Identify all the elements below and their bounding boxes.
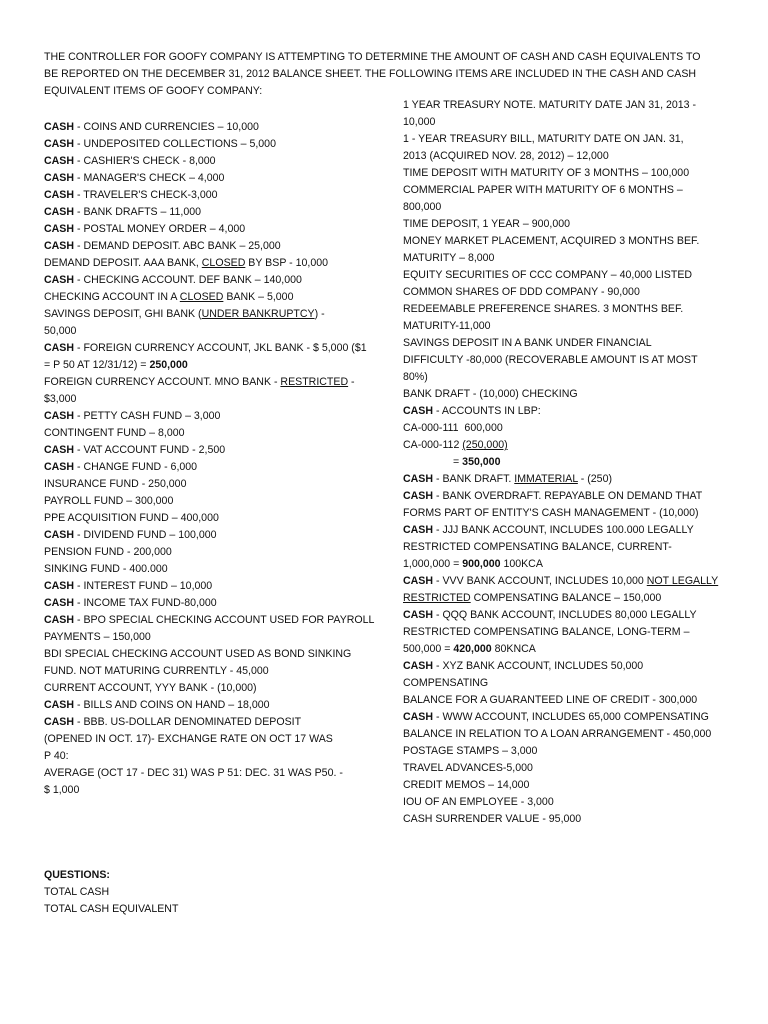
- questions-section: [44, 867, 344, 918]
- bold-label: CASH: [44, 699, 75, 711]
- text-segment: BALANCE IN RELATION TO A LOAN ARRANGEMENT - 450,000: [403, 728, 712, 740]
- item-line: [403, 760, 748, 777]
- text-segment: CURRENT ACCOUNT, YYY BANK - (10,000): [44, 682, 257, 694]
- text-segment: - POSTAL MONEY ORDER – 4,000: [74, 223, 246, 235]
- bold-label: CASH: [44, 614, 75, 626]
- text-segment: - BBB. US-DOLLAR DENOMINATED DEPOSIT: [74, 716, 302, 728]
- bold-label: CASH: [44, 121, 75, 133]
- item-line: [44, 323, 374, 340]
- text-segment: ) -: [314, 308, 325, 320]
- item-line: [44, 255, 374, 272]
- item-line: [44, 187, 374, 204]
- text-segment: PENSION FUND - 200,000: [44, 546, 172, 558]
- item-line: [403, 539, 748, 556]
- item-line: [403, 114, 748, 131]
- item-line: [403, 573, 748, 590]
- text-segment: 10,000: [403, 116, 436, 128]
- bold-label: 250,000: [149, 359, 188, 371]
- text-segment: INSURANCE FUND - 250,000: [44, 478, 187, 490]
- bold-label: CASH: [44, 172, 75, 184]
- item-line: [403, 607, 748, 624]
- text-segment: BANK – 5,000: [223, 291, 294, 303]
- text-segment: FOREIGN CURRENCY ACCOUNT. MNO BANK -: [44, 376, 281, 388]
- underlined-text: CLOSED: [201, 257, 246, 269]
- underlined-text: NOT LEGALLY: [646, 575, 719, 587]
- text-segment: FUND. NOT MATURING CURRENTLY - 45,000: [44, 665, 269, 677]
- item-line: [403, 675, 748, 692]
- text-segment: - QQQ BANK ACCOUNT, INCLUDES 80,000 LEGALLY: [433, 609, 697, 621]
- item-line: [403, 284, 748, 301]
- text-segment: P 40:: [44, 750, 69, 762]
- bold-label: CASH: [403, 660, 434, 672]
- text-segment: - DEMAND DEPOSIT. ABC BANK – 25,000: [74, 240, 281, 252]
- item-line: [403, 658, 748, 675]
- item-line: [403, 522, 748, 539]
- item-line: [44, 527, 374, 544]
- text-segment: BALANCE FOR A GUARANTEED LINE OF CREDIT - 300,000: [403, 694, 698, 706]
- text-segment: - BANK DRAFT.: [433, 473, 515, 485]
- item-line: [44, 476, 374, 493]
- bold-label: 420,000: [453, 643, 492, 655]
- text-segment: - FOREIGN CURRENCY ACCOUNT, JKL BANK - $ 5,000 ($1: [74, 342, 367, 354]
- item-line: [44, 459, 374, 476]
- item-line: [403, 624, 748, 641]
- text-segment: CASH SURRENDER VALUE - 95,000: [403, 813, 582, 825]
- item-line: [403, 437, 748, 454]
- text-segment: - VVV BANK ACCOUNT, INCLUDES 10,000: [433, 575, 647, 587]
- item-line: [44, 646, 374, 663]
- bold-label: CASH: [44, 138, 75, 150]
- item-line: [403, 488, 748, 505]
- bold-label: CASH: [44, 189, 75, 201]
- item-line: [44, 731, 374, 748]
- text-segment: DIFFICULTY -80,000 (RECOVERABLE AMOUNT IS AT MOST: [403, 354, 698, 366]
- text-segment: TIME DEPOSIT WITH MATURITY OF 3 MONTHS – 100,000: [403, 167, 690, 179]
- item-line: [403, 726, 748, 743]
- text-segment: -: [348, 376, 355, 388]
- item-line: [403, 182, 748, 199]
- item-line: [403, 369, 748, 386]
- item-line: [403, 641, 748, 658]
- underlined-text: (250,000): [462, 439, 508, 451]
- item-line: [44, 221, 374, 238]
- text-segment: 500,000 =: [403, 643, 454, 655]
- text-segment: PAYMENTS – 150,000: [44, 631, 151, 643]
- bold-label: CASH: [403, 473, 434, 485]
- item-line: [403, 148, 748, 165]
- text-segment: FORMS PART OF ENTITY'S CASH MANAGEMENT - (10,000): [403, 507, 699, 519]
- item-line: [44, 714, 374, 731]
- bold-label: CASH: [403, 524, 434, 536]
- text-segment: COMMON SHARES OF DDD COMPANY - 90,000: [403, 286, 640, 298]
- text-segment: - INTEREST FUND – 10,000: [74, 580, 213, 592]
- bold-label: CASH: [44, 716, 75, 728]
- text-segment: - WWW ACCOUNT, INCLUDES 65,000 COMPENSATING: [433, 711, 709, 723]
- text-segment: MATURITY-11,000: [403, 320, 491, 332]
- intro-line: EQUIVALENT ITEMS OF GOOFY COMPANY:: [44, 85, 263, 97]
- text-segment: 1 YEAR TREASURY NOTE. MATURITY DATE JAN 31, 2013 -: [403, 99, 696, 111]
- underlined-text: UNDER BANKRUPTCY: [201, 308, 315, 320]
- text-segment: 80KNCA: [491, 643, 536, 655]
- text-segment: - VAT ACCOUNT FUND - 2,500: [74, 444, 226, 456]
- item-line: [44, 782, 374, 799]
- text-segment: (OPENED IN OCT. 17)- EXCHANGE RATE ON OCT 17 WAS: [44, 733, 333, 745]
- item-line: [403, 590, 748, 607]
- text-segment: CA-000-112: [403, 439, 463, 451]
- text-segment: - BANK DRAFTS – 11,000: [74, 206, 202, 218]
- item-line: [403, 267, 748, 284]
- bold-label: CASH: [44, 597, 75, 609]
- item-line: [44, 544, 374, 561]
- item-line: [44, 765, 374, 782]
- text-segment: - JJJ BANK ACCOUNT, INCLUDES 100.000 LEGALLY: [433, 524, 694, 536]
- text-segment: - MANAGER'S CHECK – 4,000: [74, 172, 225, 184]
- bold-label: CASH: [44, 410, 75, 422]
- text-segment: $3,000: [44, 393, 77, 405]
- text-segment: SAVINGS DEPOSIT IN A BANK UNDER FINANCIAL: [403, 337, 652, 349]
- text-segment: 800,000: [403, 201, 442, 213]
- text-segment: PPE ACQUISITION FUND – 400,000: [44, 512, 219, 524]
- right-column-items: [403, 97, 748, 828]
- text-segment: COMPENSATING: [403, 677, 489, 689]
- text-segment: - UNDEPOSITED COLLECTIONS – 5,000: [74, 138, 276, 150]
- text-segment: CA-000-111 600,000: [403, 422, 503, 434]
- text-segment: BY BSP - 10,000: [245, 257, 329, 269]
- text-segment: 1 - YEAR TREASURY BILL, MATURITY DATE ON JAN. 31,: [403, 133, 684, 145]
- item-line: [403, 420, 748, 437]
- text-segment: COMPENSATING BALANCE – 150,000: [470, 592, 662, 604]
- item-line: [403, 131, 748, 148]
- text-segment: DEMAND DEPOSIT. AAA BANK,: [44, 257, 202, 269]
- item-line: [44, 357, 374, 374]
- text-segment: - COINS AND CURRENCIES – 10,000: [74, 121, 259, 133]
- text-segment: - BILLS AND COINS ON HAND – 18,000: [74, 699, 270, 711]
- item-line: [403, 216, 748, 233]
- item-line: [403, 165, 748, 182]
- item-line: [44, 391, 374, 408]
- bold-label: CASH: [403, 711, 434, 723]
- item-line: [44, 629, 374, 646]
- text-segment: CHECKING ACCOUNT IN A: [44, 291, 180, 303]
- text-segment: MATURITY – 8,000: [403, 252, 495, 264]
- item-line: [44, 697, 374, 714]
- text-segment: $ 1,000: [44, 784, 80, 796]
- bold-label: CASH: [403, 575, 434, 587]
- item-line: [44, 425, 374, 442]
- item-line: [44, 306, 374, 323]
- item-line: [403, 352, 748, 369]
- bold-label: CASH: [44, 155, 75, 167]
- bold-label: CASH: [44, 240, 75, 252]
- item-line: [403, 318, 748, 335]
- text-segment: SAVINGS DEPOSIT, GHI BANK (: [44, 308, 202, 320]
- item-line: [44, 204, 374, 221]
- item-line: [44, 289, 374, 306]
- text-segment: - DIVIDEND FUND – 100,000: [74, 529, 217, 541]
- text-segment: - PETTY CASH FUND – 3,000: [74, 410, 221, 422]
- item-line: [44, 578, 374, 595]
- item-line: [44, 119, 374, 136]
- bold-label: CASH: [44, 461, 75, 473]
- text-segment: - (250): [577, 473, 612, 485]
- text-segment: SINKING FUND - 400.000: [44, 563, 168, 575]
- text-segment: 1,000,000 =: [403, 558, 463, 570]
- item-line: [403, 794, 748, 811]
- text-segment: BANK DRAFT - (10,000) CHECKING: [403, 388, 578, 400]
- item-line: [403, 471, 748, 488]
- text-segment: CONTINGENT FUND – 8,000: [44, 427, 185, 439]
- text-segment: TRAVEL ADVANCES-5,000: [403, 762, 533, 774]
- bold-label: CASH: [403, 609, 434, 621]
- text-segment: - TRAVELER'S CHECK-3,000: [74, 189, 218, 201]
- text-segment: AVERAGE (OCT 17 - DEC 31) WAS P 51: DEC. 31 WAS P50. -: [44, 767, 343, 779]
- text-segment: CREDIT MEMOS – 14,000: [403, 779, 530, 791]
- bold-label: CASH: [44, 529, 75, 541]
- text-segment: POSTAGE STAMPS – 3,000: [403, 745, 538, 757]
- item-line: [403, 692, 748, 709]
- text-segment: IOU OF AN EMPLOYEE - 3,000: [403, 796, 554, 808]
- text-segment: BDI SPECIAL CHECKING ACCOUNT USED AS BOND SINKING: [44, 648, 352, 660]
- item-line: [403, 743, 748, 760]
- text-segment: 80%): [403, 371, 428, 383]
- item-line: [44, 612, 374, 629]
- bold-label: CASH: [44, 444, 75, 456]
- questions-heading: QUESTIONS:: [44, 869, 110, 881]
- item-line: [403, 233, 748, 250]
- text-segment: RESTRICTED COMPENSATING BALANCE, CURRENT-: [403, 541, 672, 553]
- left-column-items: [44, 119, 374, 799]
- item-line: [403, 403, 748, 420]
- item-line: [44, 748, 374, 765]
- item-line: [44, 561, 374, 578]
- item-line: [403, 97, 748, 114]
- bold-label: CASH: [44, 274, 75, 286]
- underlined-text: CLOSED: [179, 291, 224, 303]
- item-line: [44, 153, 374, 170]
- bold-label: CASH: [403, 405, 434, 417]
- question-item: TOTAL CASH: [44, 886, 110, 898]
- bold-label: CASH: [44, 223, 75, 235]
- underlined-text: IMMATERIAL: [514, 473, 578, 485]
- bold-label: 350,000: [462, 456, 501, 468]
- item-line: [44, 408, 374, 425]
- item-line: [44, 680, 374, 697]
- text-segment: RESTRICTED COMPENSATING BALANCE, LONG-TERM –: [403, 626, 690, 638]
- item-line: [44, 238, 374, 255]
- underlined-text: RESTRICTED: [280, 376, 349, 388]
- item-line: [403, 777, 748, 794]
- text-segment: - ACCOUNTS IN LBP:: [433, 405, 541, 417]
- item-line: [44, 170, 374, 187]
- bold-label: CASH: [44, 206, 75, 218]
- text-segment: - CHECKING ACCOUNT. DEF BANK – 140,000: [74, 274, 302, 286]
- item-line: [403, 199, 748, 216]
- item-line: [44, 663, 374, 680]
- text-segment: - BANK OVERDRAFT. REPAYABLE ON DEMAND THAT: [433, 490, 703, 502]
- item-line: [403, 709, 748, 726]
- text-segment: = P 50 AT 12/31/12) =: [44, 359, 150, 371]
- item-line: [403, 386, 748, 403]
- text-segment: 2013 (ACQUIRED NOV. 28, 2012) – 12,000: [403, 150, 609, 162]
- item-line: [44, 442, 374, 459]
- text-segment: =: [403, 456, 463, 468]
- text-segment: - CASHIER'S CHECK - 8,000: [74, 155, 216, 167]
- bold-label: 900,000: [462, 558, 501, 570]
- item-line: [403, 250, 748, 267]
- item-line: [44, 510, 374, 527]
- item-line: [44, 374, 374, 391]
- question-item: TOTAL CASH EQUIVALENT: [44, 903, 179, 915]
- intro-line: THE CONTROLLER FOR GOOFY COMPANY IS ATTEMPTING TO DETERMINE THE AMOUNT OF CASH AND CASH EQUIVALENTS TO: [44, 51, 701, 63]
- text-segment: 50,000: [44, 325, 77, 337]
- item-line: [403, 454, 748, 471]
- item-line: [403, 505, 748, 522]
- item-line: [44, 272, 374, 289]
- bold-label: CASH: [403, 490, 434, 502]
- item-line: [44, 595, 374, 612]
- text-segment: COMMERCIAL PAPER WITH MATURITY OF 6 MONTHS –: [403, 184, 683, 196]
- text-segment: - CHANGE FUND - 6,000: [74, 461, 198, 473]
- item-line: [44, 340, 374, 357]
- text-segment: PAYROLL FUND – 300,000: [44, 495, 174, 507]
- text-segment: - XYZ BANK ACCOUNT, INCLUDES 50,000: [433, 660, 644, 672]
- item-line: [44, 493, 374, 510]
- item-line: [403, 811, 748, 828]
- item-line: [403, 335, 748, 352]
- text-segment: TIME DEPOSIT, 1 YEAR – 900,000: [403, 218, 571, 230]
- text-segment: REDEEMABLE PREFERENCE SHARES. 3 MONTHS BEF.: [403, 303, 684, 315]
- text-segment: - BPO SPECIAL CHECKING ACCOUNT USED FOR PAYROLL: [74, 614, 375, 626]
- bold-label: CASH: [44, 342, 75, 354]
- item-line: [44, 136, 374, 153]
- bold-label: CASH: [44, 580, 75, 592]
- underlined-text: RESTRICTED: [403, 592, 471, 604]
- item-line: [403, 556, 748, 573]
- text-segment: EQUITY SECURITIES OF CCC COMPANY – 40,000 LISTED: [403, 269, 693, 281]
- intro-line: BE REPORTED ON THE DECEMBER 31, 2012 BALANCE SHEET. THE FOLLOWING ITEMS ARE INCLUDED IN THE CASH AND CASH: [44, 68, 697, 80]
- text-segment: - INCOME TAX FUND-80,000: [74, 597, 217, 609]
- intro-paragraph: [44, 49, 734, 100]
- text-segment: 100KCA: [500, 558, 543, 570]
- text-segment: MONEY MARKET PLACEMENT, ACQUIRED 3 MONTHS BEF.: [403, 235, 700, 247]
- item-line: [403, 301, 748, 318]
